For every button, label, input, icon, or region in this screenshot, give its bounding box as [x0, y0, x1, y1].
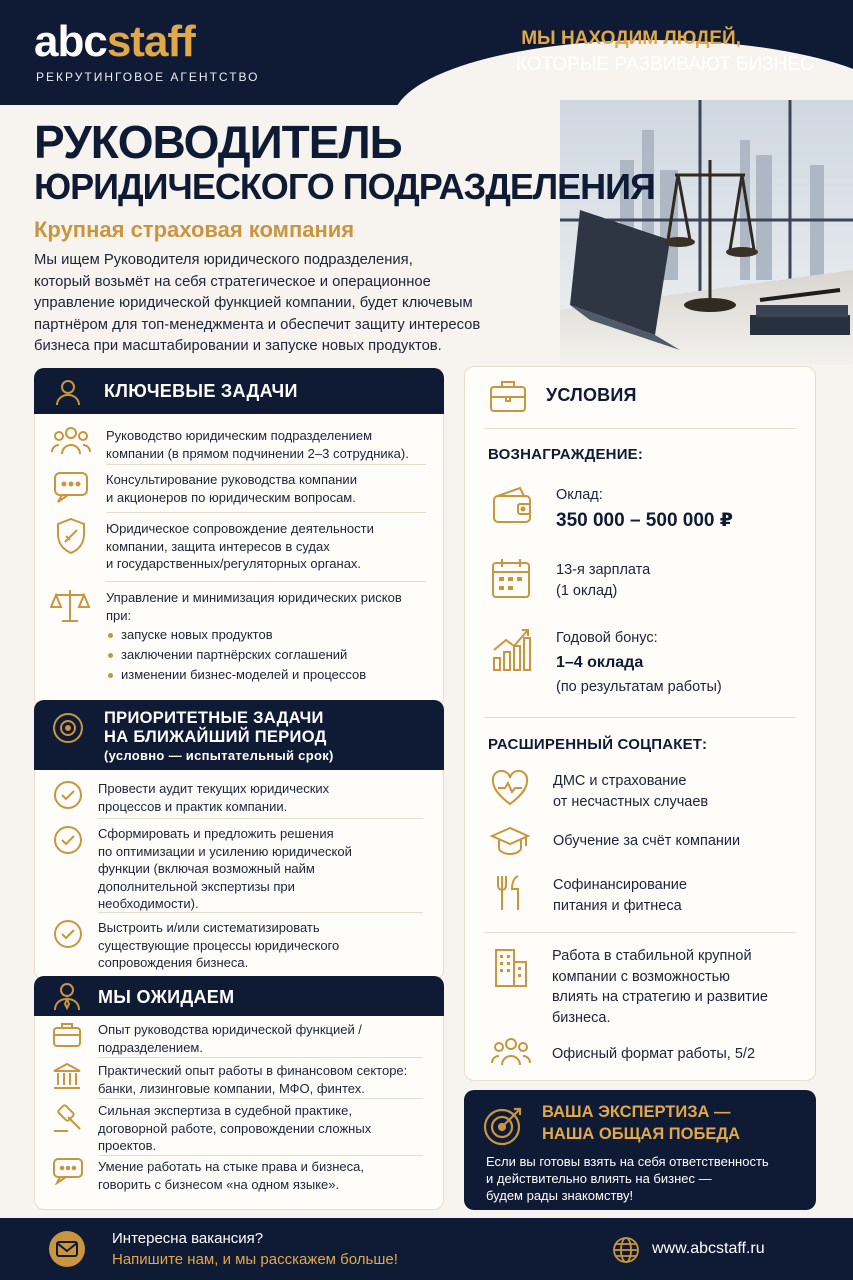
thirteenth-line: 13-я зарплата: [556, 562, 651, 578]
logo-subtitle: РЕКРУТИНГОВОЕ АГЕНТСТВО: [36, 70, 260, 84]
intro-paragraph: [34, 250, 554, 358]
building-icon: [490, 946, 530, 993]
priority-line: функции (включая возможный найм: [98, 861, 315, 876]
social-item-1: [553, 771, 708, 812]
expect-line: Умение работать на стыке права и бизнеса,: [98, 1159, 364, 1174]
task-line: Консультирование руководства компании: [106, 472, 357, 487]
priority-line: процессов и практик компании.: [98, 798, 288, 814]
divider: [98, 1155, 423, 1156]
social-item-2: Обучение за счёт компании: [553, 833, 741, 849]
bonus-value: 1–4 оклада: [556, 654, 644, 671]
chat-icon: [52, 470, 90, 509]
heart-pulse-icon: [490, 770, 530, 811]
slogan-line-1: МЫ НАХОДИМ ЛЮДЕЙ,: [521, 28, 741, 49]
team-icon: [50, 424, 92, 463]
task-item-4: [106, 589, 402, 624]
logo[interactable]: [34, 18, 195, 66]
divider: [106, 512, 426, 513]
check-circle-icon: [52, 779, 84, 816]
divider: [98, 818, 423, 819]
page-title-line-2: ЮРИДИЧЕСКОГО ПОДРАЗДЕЛЕНИЯ: [34, 166, 655, 207]
check-circle-icon: [52, 918, 84, 955]
task-bullet: запуске новых продуктов: [121, 627, 273, 642]
task-item-3: [106, 520, 374, 573]
divider: [98, 1098, 423, 1099]
briefcase-icon: [52, 1021, 82, 1054]
cta-line: Если вы готовы взять на себя ответственность: [486, 1154, 769, 1169]
team-icon: [490, 1036, 532, 1073]
bonus-label: Годовой бонус:: [556, 630, 658, 646]
divider: [484, 428, 796, 429]
social-line: питания и фитнеса: [553, 897, 682, 914]
expect-line: говорить с бизнесом «на одном языке».: [98, 1176, 340, 1192]
wallet-icon: [490, 484, 534, 533]
graduation-cap-icon: [490, 824, 530, 863]
divider: [106, 581, 426, 582]
office-format: Офисный формат работы, 5/2: [552, 1046, 756, 1062]
social-package-label: РАСШИРЕННЫЙ СОЦПАКЕТ:: [488, 736, 708, 753]
social-line: Софинансирование: [553, 877, 687, 893]
cta-text: [486, 1153, 769, 1204]
expect-item-3: [98, 1102, 371, 1155]
priority-line: необходимости).: [98, 896, 199, 911]
priority-item-3: [98, 919, 339, 972]
intro-line: партнёром для топ-менеджмента и обеспечит защиту интересов: [34, 316, 481, 333]
stable-company: [552, 946, 768, 1028]
priorities-heading-line-2: НА БЛИЖАЙШИЙ ПЕРИОД: [104, 728, 327, 746]
page-title-line-1: РУКОВОДИТЕЛЬ: [34, 116, 402, 168]
cta-line: будем рады знакомству!: [486, 1188, 634, 1203]
check-circle-icon: [52, 824, 84, 861]
key-tasks-heading: КЛЮЧЕВЫЕ ЗАДАЧИ: [104, 381, 298, 401]
mail-icon[interactable]: [48, 1230, 86, 1273]
divider: [106, 464, 426, 465]
task-line: и государственных/регуляторных органах.: [106, 556, 362, 571]
priority-line: Сформировать и предложить решения: [98, 826, 334, 841]
target-icon: [50, 710, 86, 751]
priority-line: по оптимизации и усилению юридической: [98, 843, 352, 859]
footer-bar: [0, 1218, 853, 1280]
reward-label: ВОЗНАГРАЖДЕНИЕ:: [488, 446, 644, 463]
person-tie-icon: [52, 981, 82, 1016]
priority-line: существующие процессы юридического: [98, 937, 340, 953]
expect-item-4: [98, 1158, 364, 1193]
bonus-note: (по результатам работы): [556, 679, 722, 695]
expect-item-1: [98, 1021, 362, 1056]
intro-line: бизнеса при масштабировании и запуске новых продуктов.: [34, 338, 442, 354]
thirteenth-salary: [556, 560, 650, 601]
expect-line: договорной работе, сопровождении сложных: [98, 1120, 372, 1136]
task-bullet: изменении бизнес-моделей и процессов: [121, 667, 367, 682]
expect-line: Сильная экспертиза в судебной практике,: [98, 1103, 352, 1118]
expect-header: [34, 976, 444, 1016]
intro-line: управление юридической функцией компании, будет ключевым: [34, 295, 473, 311]
stable-line: Работа в стабильной крупной: [552, 948, 752, 964]
expect-line: подразделением.: [98, 1039, 203, 1055]
priority-item-2: [98, 825, 352, 913]
salary-value: 350 000 – 500 000 ₽: [556, 510, 733, 531]
task-line: и акционеров по юридическим вопросам.: [106, 489, 356, 505]
divider: [98, 912, 423, 913]
shield-icon: [54, 516, 88, 561]
slogan-line-2: КОТОРЫЕ РАЗВИВАЮТ БИЗНЕС: [516, 54, 814, 75]
priority-line: Выстроить и/или систематизировать: [98, 920, 320, 935]
thirteenth-line: (1 оклад): [556, 582, 618, 599]
task-line: при:: [106, 607, 132, 623]
cta-heading-line-2: НАША ОБЩАЯ ПОБЕДА: [542, 1125, 741, 1143]
company-subtitle: Крупная страховая компания: [34, 217, 355, 242]
chat-icon: [52, 1157, 84, 1190]
intro-line: который возьмёт на себя стратегическое и операционное: [34, 273, 431, 290]
divider: [98, 1057, 423, 1058]
expect-line: проектов.: [98, 1138, 157, 1153]
priority-line: сопровождения бизнеса.: [98, 955, 249, 970]
gavel-icon: [52, 1103, 84, 1138]
website-link[interactable]: www.abcstaff.ru: [652, 1240, 765, 1257]
target-arrow-icon: [482, 1103, 526, 1152]
cta-line: и действительно влиять на бизнес —: [486, 1171, 712, 1186]
task-line: Руководство юридическим подразделением: [106, 428, 373, 443]
globe-icon: [612, 1236, 640, 1269]
conditions-heading: УСЛОВИЯ: [546, 385, 637, 405]
header-banner: [0, 0, 853, 105]
task-bullet: заключении партнёрских соглашений: [121, 647, 348, 662]
social-line: от несчастных случаев: [553, 793, 709, 810]
divider: [484, 717, 796, 718]
task-item-2: [106, 471, 357, 506]
person-icon: [52, 376, 84, 413]
intro-line: Мы ищем Руководителя юридического подразделения,: [34, 252, 413, 268]
task-line: Юридическое сопровождение деятельности: [106, 521, 374, 536]
cta-card: [464, 1090, 816, 1210]
task-line: компании (в прямом подчинении 2–3 сотрудника).: [106, 445, 409, 461]
task-item-1: [106, 427, 409, 462]
calendar-icon: [490, 556, 532, 605]
divider: [484, 932, 796, 933]
briefcase-icon: [488, 378, 528, 419]
social-line: ДМС и страхование: [553, 773, 687, 789]
priorities-heading-note: (условно — испытательный срок): [104, 748, 334, 763]
task-line: компании, защита интересов в судах: [106, 538, 330, 554]
priority-line: дополнительной экспертизы при: [98, 878, 295, 894]
footer-question: Интересна вакансия?: [112, 1230, 264, 1247]
bank-icon: [52, 1061, 82, 1096]
salary-label: Оклад:: [556, 487, 603, 503]
stable-line: влиять на стратегию и развитие: [552, 989, 768, 1005]
fork-knife-icon: [494, 874, 524, 917]
scales-icon: [50, 586, 90, 629]
expect-heading: МЫ ОЖИДАЕМ: [98, 987, 235, 1007]
stable-line: компании с возможностью: [552, 968, 731, 985]
expect-item-2: [98, 1062, 407, 1097]
footer-invite[interactable]: Напишите нам, и мы расскажем больше!: [112, 1251, 398, 1268]
logo-abc: abc: [34, 17, 107, 66]
priority-line: Провести аудит текущих юридических: [98, 781, 330, 796]
logo-staff: staff: [106, 17, 195, 66]
growth-chart-icon: [490, 626, 534, 677]
social-item-3: [553, 875, 687, 916]
stable-line: бизнеса.: [552, 1009, 611, 1026]
key-tasks-header: [34, 368, 444, 414]
expect-line: Практический опыт работы в финансовом секторе:: [98, 1063, 408, 1078]
expect-line: Опыт руководства юридической функцией /: [98, 1022, 362, 1037]
expect-line: банки, лизинговые компании, МФО, финтех.: [98, 1080, 365, 1096]
priority-item-1: [98, 780, 329, 815]
hero-illustration: [560, 100, 853, 365]
task-line: Управление и минимизация юридических рисков: [106, 590, 402, 605]
priorities-heading-line-1: ПРИОРИТЕТНЫЕ ЗАДАЧИ: [104, 709, 324, 727]
cta-heading-line-1: ВАША ЭКСПЕРТИЗА —: [542, 1103, 731, 1121]
priorities-header: [34, 700, 444, 770]
